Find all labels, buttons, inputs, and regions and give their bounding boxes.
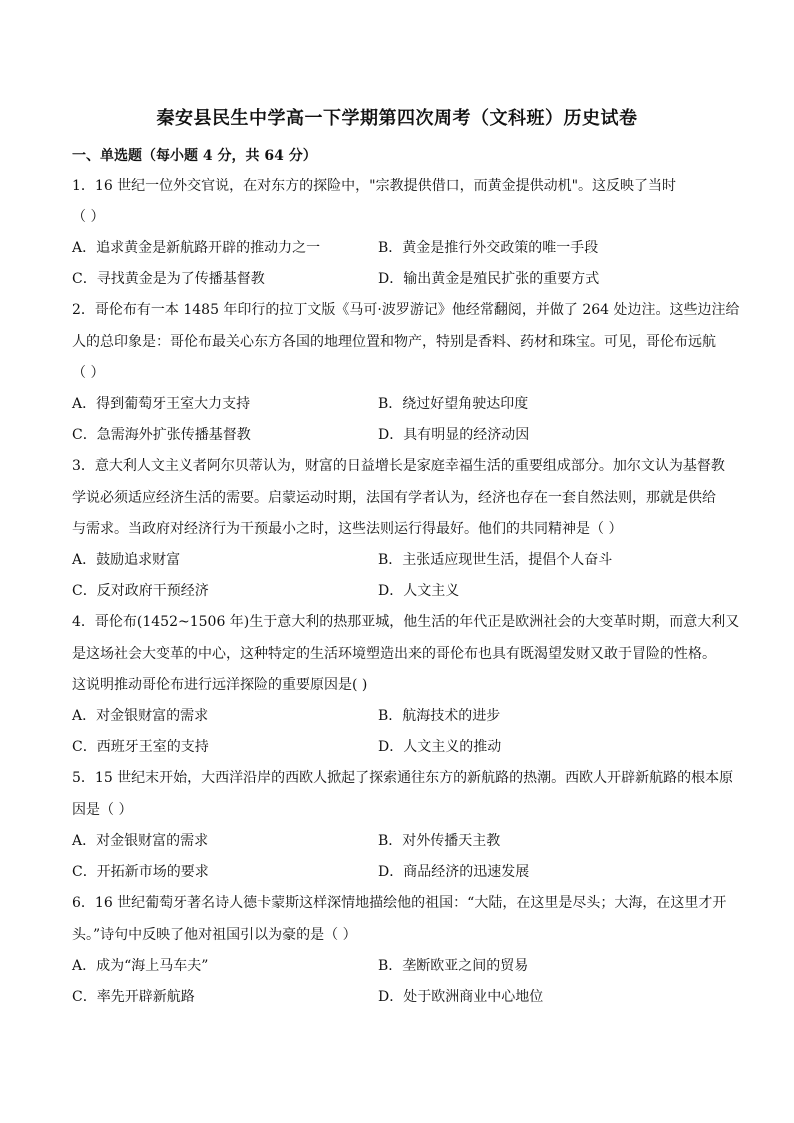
question-4-option-d[interactable]: D．人文主义的推动 [378,739,502,755]
question-1-line-1: 1．16 世纪一位外交官说，在对东方的探险中，"宗教提供借口，而黄金提供动机"。这反映了当时 [72,178,677,194]
question-6-option-d[interactable]: D．处于欧洲商业中心地位 [378,989,544,1005]
section-heading: 一、单选题（每小题 4 分，共 64 分） [72,148,317,164]
question-3-line-2: 学说必须适应经济生活的需要。启蒙运动时期，法国有学者认为，经济也存在一套自然法则，那就是供给 [72,490,716,506]
question-5-option-a[interactable]: A．对金银财富的需求 [72,833,209,849]
question-5-line-2: 因是（ ） [72,802,133,818]
question-1-line-2: （ ） [72,209,105,225]
question-6-line-2: 头。”诗句中反映了他对祖国引以为豪的是（ ） [72,927,357,943]
question-5-line-1: 5．15 世纪末开始，大西洋沿岸的西欧人掀起了探索通往东方的新航路的热潮。西欧人开辟新航路的根本原 [72,770,734,786]
question-3-line-3: 与需求。当政府对经济行为干预最小之时，这些法则运行得最好。他们的共同精神是（ ） [72,521,623,537]
question-2-line-3: （ ） [72,365,105,381]
question-1-option-c[interactable]: C．寻找黄金是为了传播基督教 [72,271,265,287]
question-6-option-a[interactable]: A．成为“海上马车夫” [72,958,209,974]
question-2-option-c[interactable]: C．急需海外扩张传播基督教 [72,427,251,443]
exam-title: 秦安县民生中学高一下学期第四次周考（文科班）历史试卷 [156,108,638,129]
question-4-line-2: 是这场社会大变革的中心，这种特定的生活环境塑造出来的哥伦布也具有既渴望发财又敢于冒险的性格。 [72,646,716,662]
question-2-option-a[interactable]: A．得到葡萄牙王室大力支持 [72,396,251,412]
question-2-option-b[interactable]: B．绕过好望角驶达印度 [378,396,529,412]
question-6-option-c[interactable]: C．率先开辟新航路 [72,989,195,1005]
question-4-option-b[interactable]: B．航海技术的进步 [378,708,501,724]
question-4-line-3: 这说明推动哥伦布进行远洋探险的重要原因是( ) [72,677,368,693]
question-1-option-b[interactable]: B．黄金是推行外交政策的唯一手段 [378,240,599,256]
question-1-option-a[interactable]: A．追求黄金是新航路开辟的推动力之一 [72,240,321,256]
question-2-option-d[interactable]: D．具有明显的经济动因 [378,427,530,443]
question-3-option-c[interactable]: C．反对政府干预经济 [72,583,209,599]
question-5-option-b[interactable]: B．对外传播天主教 [378,833,501,849]
question-3-option-d[interactable]: D．人文主义 [378,583,460,599]
question-6-line-1: 6．16 世纪葡萄牙著名诗人德卡蒙斯这样深情地描绘他的祖国：“大陆，在这里是尽头；大海，在这里才开 [72,895,727,911]
question-2-line-2: 人的总印象是：哥伦布最关心东方各国的地理位置和物产，特别是香料、药材和珠宝。可见，哥伦布远航 [72,334,716,350]
question-3-line-1: 3．意大利人文主义者阿尔贝蒂认为，财富的日益增长是家庭幸福生活的重要组成部分。加尔文认为基督教 [72,458,725,474]
question-4-option-a[interactable]: A．对金银财富的需求 [72,708,209,724]
question-3-option-a[interactable]: A．鼓励追求财富 [72,552,181,568]
question-1-option-d[interactable]: D．输出黄金是殖民扩张的重要方式 [378,271,600,287]
question-3-option-b[interactable]: B．主张适应现世生活，提倡个人奋斗 [378,552,613,568]
question-2-line-1: 2．哥伦布有一本 1485 年印行的拉丁文版《马可·波罗游记》他经常翻阅，并做了 264 处边注。这些边注给 [72,302,740,318]
question-5-option-c[interactable]: C．开拓新市场的要求 [72,864,209,880]
question-4-line-1: 4．哥伦布(1452~1506 年)生于意大利的热那亚城，他生活的年代正是欧洲社会的大变革时期，而意大利又 [72,614,740,630]
question-4-option-c[interactable]: C．西班牙王室的支持 [72,739,209,755]
question-5-option-d[interactable]: D．商品经济的迅速发展 [378,864,530,880]
question-6-option-b[interactable]: B．垄断欧亚之间的贸易 [378,958,529,974]
